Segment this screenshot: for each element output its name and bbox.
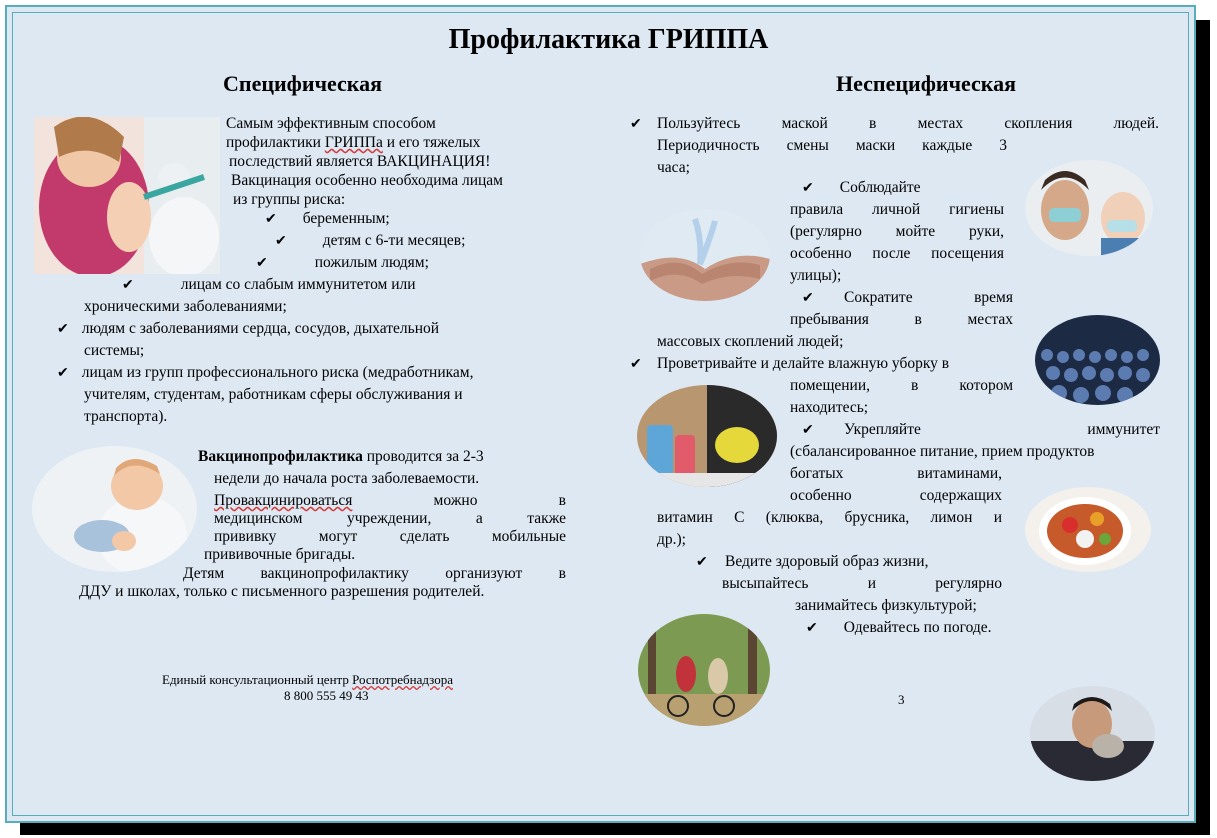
- risk-item-6-cont-2: транспорта).: [84, 408, 168, 425]
- cleaning-photo: [637, 385, 777, 487]
- check-icon: ✔: [256, 256, 268, 271]
- footer-consult-center: [162, 672, 453, 688]
- check-icon: ✔: [696, 555, 708, 570]
- footer-brand: Роспотребнадзора: [352, 672, 453, 687]
- page-number: 3: [898, 692, 905, 707]
- check-icon: ✔: [630, 357, 642, 372]
- check-weather: [806, 617, 992, 640]
- risk-item-6-cont-1: учителям, студентам, работникам сферы обслуживания и: [84, 386, 463, 403]
- risk-item-1: [265, 208, 390, 231]
- immunity-line-3: богатых витаминами,: [790, 465, 1002, 482]
- check-icon: ✔: [630, 117, 642, 132]
- vaccination-photo: [34, 117, 220, 274]
- immunity-line-2: (сбалансированное питание, прием продуктов: [790, 443, 1095, 460]
- immunity-line-6: др.);: [657, 531, 686, 548]
- heading-nonspecific: Неспецифическая: [836, 71, 1017, 96]
- risk-item-3-text: пожилым людям;: [314, 254, 429, 271]
- check-icon: ✔: [57, 322, 69, 337]
- time-line-2: пребывания в местах: [790, 311, 1013, 328]
- check-mask: [630, 113, 642, 136]
- vaccine-line-3-b: можно: [433, 492, 478, 509]
- hygiene-line-2: правила личной гигиены: [790, 201, 1004, 218]
- intro-line-3: последствий является ВАКЦИНАЦИЯ!: [229, 153, 491, 170]
- intro-line-5: из группы риска:: [233, 191, 346, 208]
- ventilate-line-2: помещении, в котором: [790, 377, 1013, 394]
- intro-line-4: Вакцинация особенно необходима лицам: [231, 172, 503, 189]
- immunity-line-5: витамин С (клюква, брусника, лимон и: [657, 509, 1002, 526]
- lifestyle-line-3: занимайтесь физкультурой;: [795, 597, 977, 614]
- lifestyle-line-2: высыпайтесь и регулярно: [722, 575, 1002, 592]
- risk-item-1-text: беременным;: [302, 210, 390, 227]
- intro-line-2-b: и его тяжелых: [382, 134, 481, 151]
- footer-phone: 8 800 555 49 43: [284, 688, 369, 703]
- weather-line: Одевайтесь по погоде.: [843, 619, 992, 636]
- vaccine-bold-word: Вакцинопрофилактика: [198, 448, 363, 465]
- heading-specific: Специфическая: [223, 71, 383, 96]
- crowd-photo: [1035, 315, 1160, 405]
- vaccine-line-4: медицинском учреждении, а также: [214, 510, 566, 527]
- risk-item-3: [256, 252, 429, 275]
- hygiene-line-4: особенно после посещения: [790, 245, 1004, 262]
- footer-line-1: Единый консультационный центр: [162, 672, 353, 687]
- risk-item-2: [275, 230, 465, 253]
- mask-line-1: Пользуйтесь маской в местах скопления людей.: [657, 115, 1159, 132]
- hand-washing-photo: [640, 209, 770, 301]
- hygiene-line-1: Соблюдайте: [839, 179, 921, 196]
- check-time: [802, 287, 814, 310]
- hygiene-line-3: (регулярно мойте руки,: [790, 223, 1004, 240]
- cycling-photo: [638, 614, 770, 726]
- risk-item-5-text: людям с заболеваниями сердца, сосудов, дыхательной: [81, 320, 440, 337]
- intro-text: [226, 113, 566, 211]
- risk-item-5: [57, 318, 439, 341]
- ventilate-line-3: находитесь;: [790, 399, 869, 416]
- lifestyle-line-1: Ведите здоровый образ жизни,: [725, 553, 929, 570]
- intro-gripp-word: ГРИППа: [324, 134, 383, 151]
- vaccine-line-5: прививку могут сделать мобильные: [214, 528, 566, 545]
- baby-vaccination-photo: [32, 446, 197, 572]
- vaccine-line-3-c: в: [558, 492, 566, 509]
- masks-photo: [1025, 160, 1153, 256]
- risk-item-4-text: лицам со слабым иммунитетом или: [180, 276, 416, 293]
- vaccine-line-1-text: проводится за 2-3: [362, 448, 484, 465]
- immunity-line-4: особенно содержащих: [790, 487, 1002, 504]
- check-icon: ✔: [275, 234, 287, 249]
- check-icon: ✔: [802, 291, 814, 306]
- cold-man-photo: [1030, 686, 1155, 781]
- vaccine-line-7: Детям вакцинопрофилактику организуют в: [183, 565, 566, 582]
- risk-item-5-cont: системы;: [84, 342, 145, 359]
- check-hygiene: [802, 177, 921, 200]
- immunity-line-1: Укрепляйте иммунитет: [844, 421, 1160, 438]
- ventilate-line-1: Проветривайте и делайте влажную уборку в: [657, 355, 950, 372]
- mask-line-3: часа;: [657, 159, 690, 176]
- vaccine-line-2: недели до начала роста заболеваемости.: [214, 470, 480, 487]
- time-line-1: Сократите время: [844, 289, 1013, 306]
- check-lifestyle: [696, 551, 708, 574]
- check-icon: ✔: [806, 621, 818, 636]
- hygiene-line-5: улицы);: [790, 267, 842, 284]
- salad-photo: [1025, 487, 1151, 572]
- risk-item-2-text: детям с 6-ти месяцев;: [322, 232, 466, 249]
- risk-item-4: [122, 274, 416, 297]
- risk-item-4-cont: хроническими заболеваниями;: [84, 298, 287, 315]
- intro-line-2-a: профилактики: [226, 134, 325, 151]
- check-ventilate: [630, 353, 642, 376]
- vaccine-line-6: прививочные бригады.: [204, 546, 356, 563]
- check-icon: ✔: [122, 278, 134, 293]
- intro-line-1: Самым эффективным способом: [226, 115, 436, 132]
- vaccinate-word: Провакцинироваться: [214, 492, 353, 509]
- page-title: Профилактика ГРИППА: [448, 24, 769, 55]
- check-icon: ✔: [802, 423, 814, 438]
- vaccine-line-8: ДДУ и школах, только с письменного разрешения родителей.: [79, 583, 485, 600]
- risk-item-6-text: лицам из групп профессионального риска (медработникам,: [81, 364, 474, 381]
- check-icon: ✔: [802, 181, 814, 196]
- check-icon: ✔: [265, 212, 277, 227]
- time-line-3: массовых скоплений людей;: [657, 333, 844, 350]
- mask-line-2: Периодичность смены маски каждые 3: [657, 137, 1007, 154]
- risk-item-6: [57, 362, 474, 385]
- check-immunity: [802, 419, 814, 442]
- vaccine-line-1: [198, 446, 484, 468]
- check-icon: ✔: [57, 366, 69, 381]
